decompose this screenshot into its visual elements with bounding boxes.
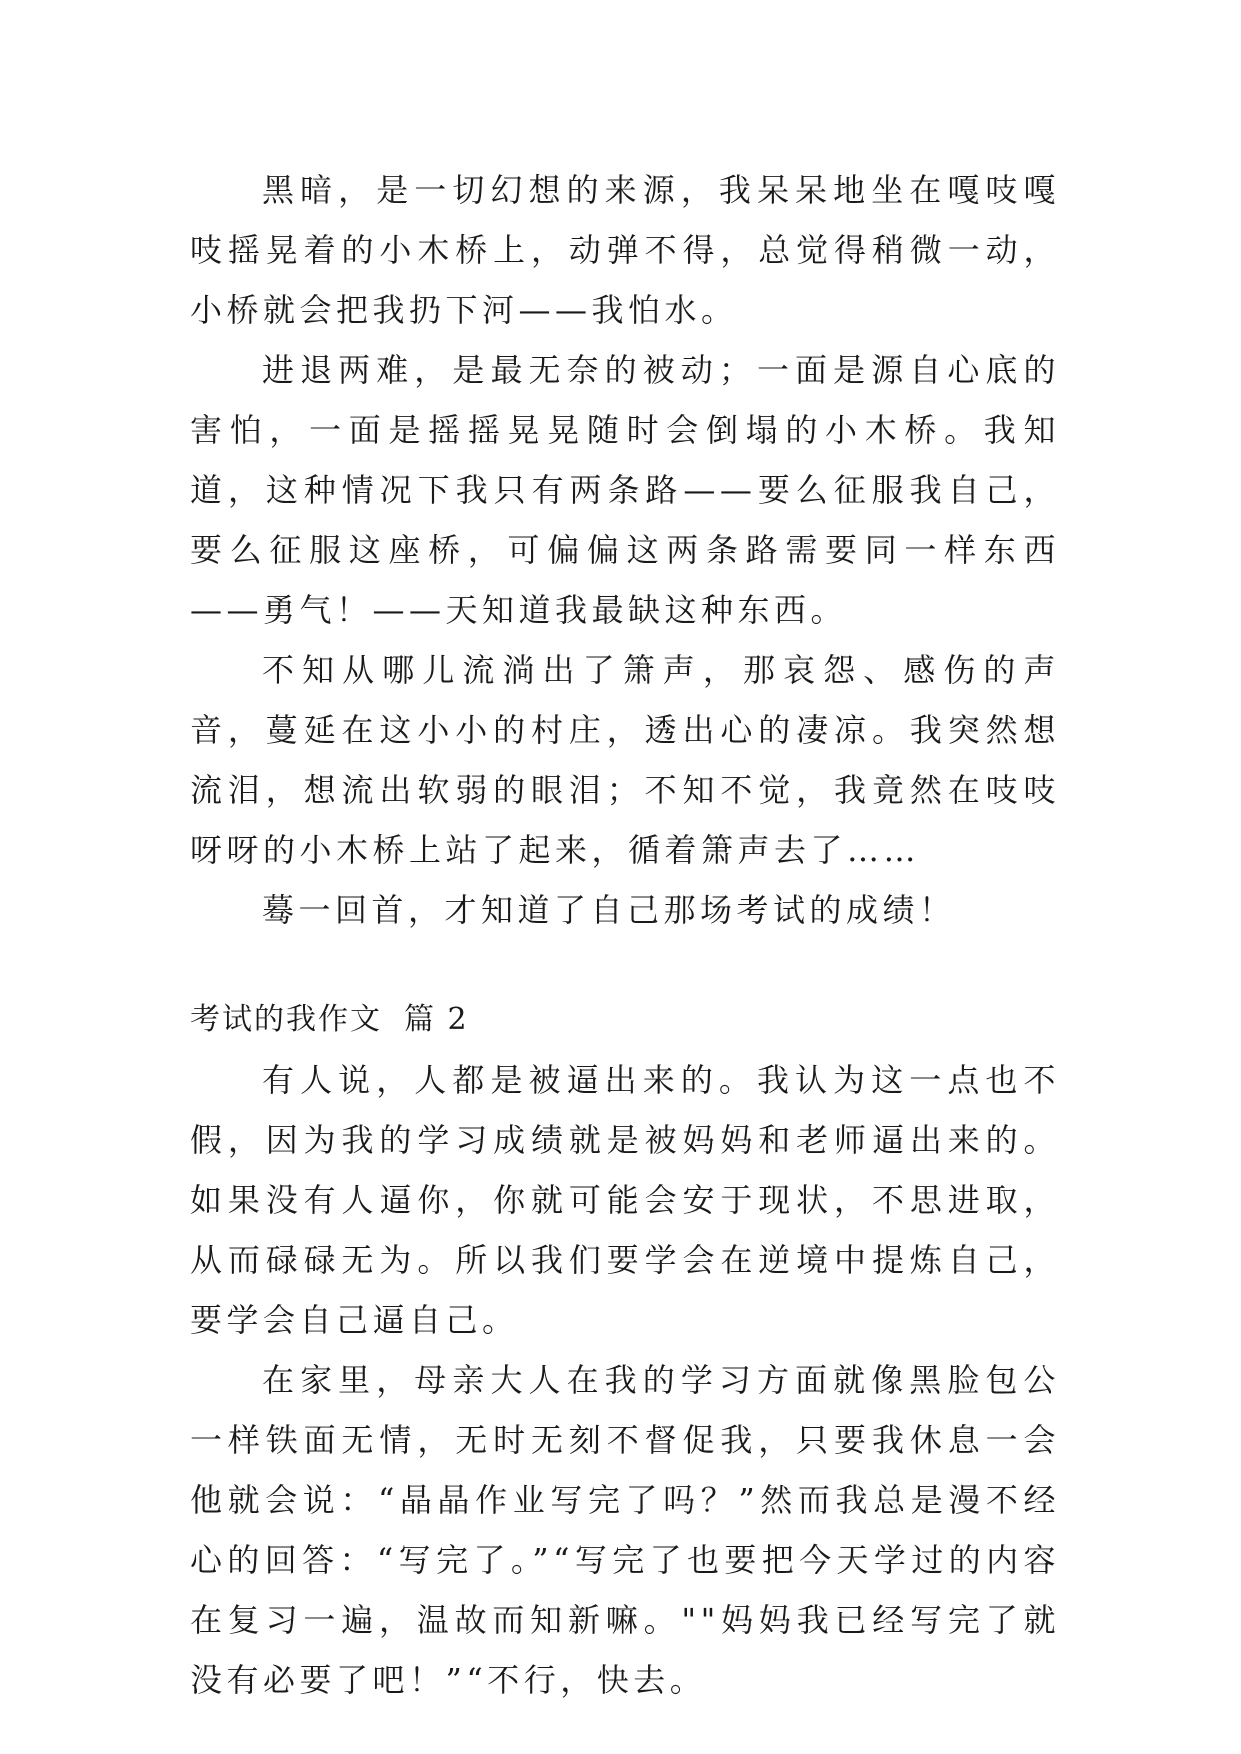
- paragraph: 蓦一回首，才知道了自己那场考试的成绩！: [262, 891, 956, 929]
- section-spacer: [190, 940, 1060, 990]
- paragraph: 黑暗，是一切幻想的来源，我呆呆地坐在嘎吱嘎吱摇晃着的小木桥上，动弹不得，总觉得稍微一动，小桥就会把我扔下河——我怕水。: [190, 171, 1060, 329]
- heading-title: 考试的我作文: [190, 1002, 382, 1037]
- heading-number: 篇 2: [404, 1002, 469, 1037]
- paragraph: 不知从哪儿流淌出了箫声，那哀怨、感伤的声音，蔓延在这小小的村庄，透出心的凄凉。我突然想流泪，想流出软弱的眼泪；不知不觉，我竟然在吱吱呀呀的小木桥上站了起来，循着箫声去了……: [190, 651, 1060, 869]
- text-column: [190, 160, 1060, 1710]
- paragraph: 有人说，人都是被逼出来的。我认为这一点也不假，因为我的学习成绩就是被妈妈和老师逼出来的。如果没有人逼你，你就可能会安于现状，不思进取，从而碌碌无为。所以我们要学会在逆境中提炼自己，要学会自己逼自己。: [190, 1061, 1060, 1339]
- paragraph: 在家里，母亲大人在我的学习方面就像黑脸包公一样铁面无情，无时无刻不督促我，只要我休息一会他就会说：“晶晶作业写完了吗？”然而我总是漫不经心的回答：“写完了。”“写完了也要把今天学过的内容在复习一遍，温故而知新嘛。""妈妈我已经写完了就没有必要了吧！”“不行，快去。: [190, 1361, 1060, 1699]
- paragraph: 进退两难，是最无奈的被动；一面是源自心底的害怕，一面是摇摇晃晃随时会倒塌的小木桥。我知道，这种情况下我只有两条路——要么征服我自己，要么征服这座桥，可偏偏这两条路需要同一样东西——勇气！——天知道我最缺这种东西。: [190, 351, 1060, 629]
- section-heading: [190, 990, 1060, 1050]
